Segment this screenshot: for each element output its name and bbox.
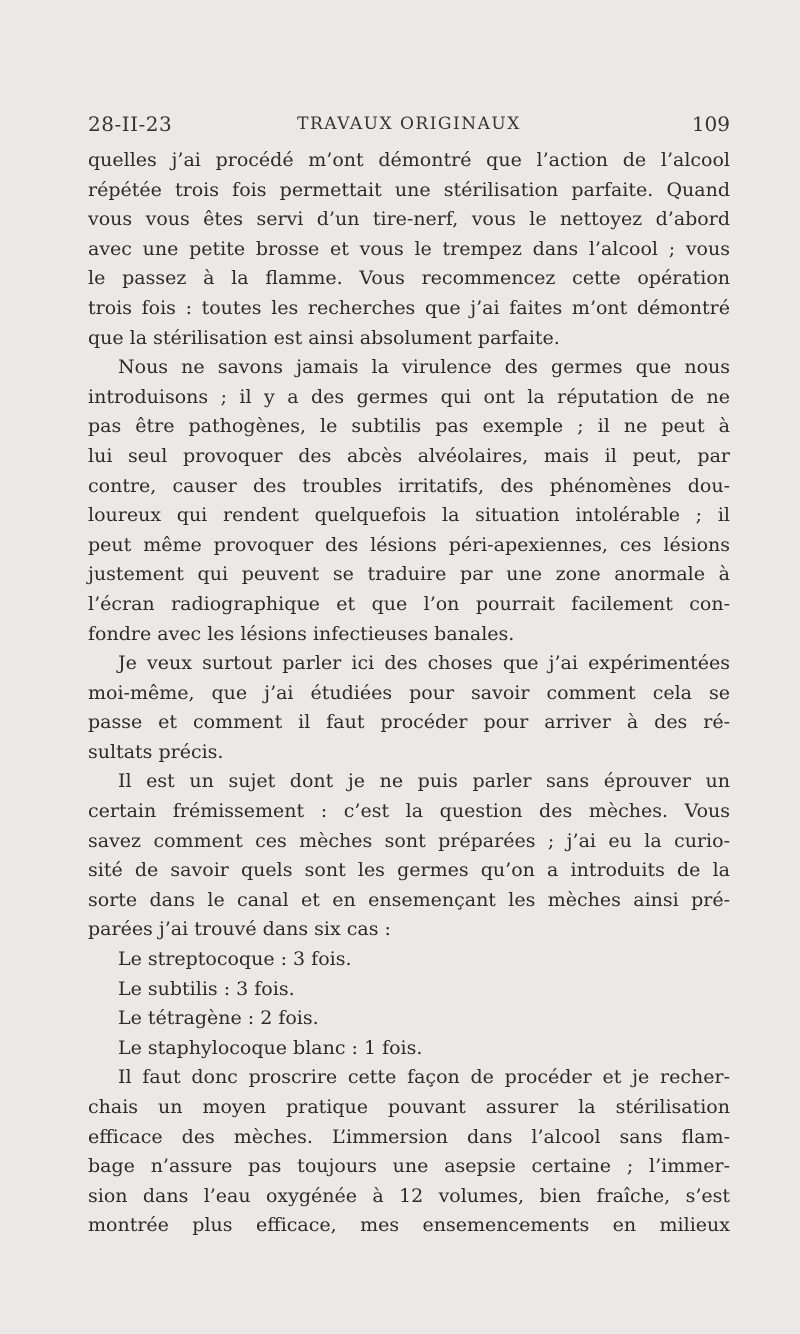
text-line: vous vous êtes servi d’un tire-nerf, vous le nettoyez d’abord xyxy=(88,208,730,231)
text-line: Nous ne savons jamais la virulence des germes que nous xyxy=(118,356,730,379)
text-line: introduisons ; il y a des germes qui ont la réputation de ne xyxy=(88,385,730,408)
text-line: sité de savoir quels sont les germes qu’on a introduits de la xyxy=(88,859,730,882)
running-header xyxy=(88,112,730,140)
text-line: sorte dans le canal et en ensemençant les mèches ainsi pré- xyxy=(88,888,730,911)
text-line: Je veux surtout parler ici des choses que j’ai expérimentées xyxy=(118,652,730,675)
text-line: répétée trois fois permettait une stérilisation parfaite. Quand xyxy=(88,178,730,201)
text-line: le passez à la flamme. Vous recommencez cette opération xyxy=(88,267,730,290)
list-item: Le streptocoque : 3 fois. xyxy=(118,948,352,971)
header-section-title: TRAVAUX ORIGINAUX xyxy=(297,114,521,134)
text-line: justement qui peuvent se traduire par une zone anormale à xyxy=(88,563,730,586)
text-line: l’écran radiographique et que l’on pourrait facilement con- xyxy=(88,592,730,615)
text-line: que la stérilisation est ainsi absolument parfaite. xyxy=(88,326,560,349)
text-line: montrée plus efficace, mes ensemencements en milieux xyxy=(88,1214,730,1237)
text-line: savez comment ces mèches sont préparées ; j’ai eu la curio- xyxy=(88,829,730,852)
text-line: sultats précis. xyxy=(88,740,224,763)
text-line: peut même provoquer des lésions péri-apexiennes, ces lésions xyxy=(88,533,730,556)
text-line: trois fois : toutes les recherches que j’ai faites m’ont démontré xyxy=(88,296,730,319)
text-line: passe et comment il faut procéder pour arriver à des ré- xyxy=(88,711,730,734)
text-line: Il est un sujet dont je ne puis parler sans éprouver un xyxy=(118,770,730,793)
list-item: Le subtilis : 3 fois. xyxy=(118,977,295,1000)
text-line: chais un moyen pratique pouvant assurer la stérilisation xyxy=(88,1096,730,1118)
text-line: sion dans l’eau oxygénée à 12 volumes, bien fraîche, s’est xyxy=(88,1184,730,1207)
text-line: lui seul provoquer des abcès alvéolaires, mais il peut, par xyxy=(88,444,730,467)
text-line: bage n’assure pas toujours une asepsie certaine ; l’immer- xyxy=(88,1155,730,1178)
text-line: certain frémissement : c’est la question des mèches. Vous xyxy=(88,800,730,823)
text-line: moi-même, que j’ai étudiées pour savoir comment cela se xyxy=(88,681,730,704)
header-date: 28-II-23 xyxy=(88,112,173,136)
text-line: pas être pathogènes, le subtilis pas exemple ; il ne peut à xyxy=(88,415,730,438)
text-line: avec une petite brosse et vous le trempez dans l’alcool ; vous xyxy=(88,237,730,260)
text-line: Il faut donc proscrire cette façon de procéder et je recher- xyxy=(118,1066,730,1089)
text-line: contre, causer des troubles irritatifs, des phénomènes dou- xyxy=(88,474,730,497)
text-line: parées j’ai trouvé dans six cas : xyxy=(88,918,391,941)
list-item: Le tétragène : 2 fois. xyxy=(118,1007,319,1030)
text-line: loureux qui rendent quelquefois la situation intolérable ; il xyxy=(88,504,730,527)
text-line: efficace des mèches. L’immersion dans l’alcool sans flam- xyxy=(88,1125,730,1148)
page-number: 109 xyxy=(691,112,730,136)
text-line: quelles j’ai procédé m’ont démontré que l’action de l’alcool xyxy=(88,149,730,171)
body-text xyxy=(88,146,730,1241)
text-line: fondre avec les lésions infectieuses banales. xyxy=(88,622,515,645)
list-item: Le staphylocoque blanc : 1 fois. xyxy=(118,1036,423,1059)
